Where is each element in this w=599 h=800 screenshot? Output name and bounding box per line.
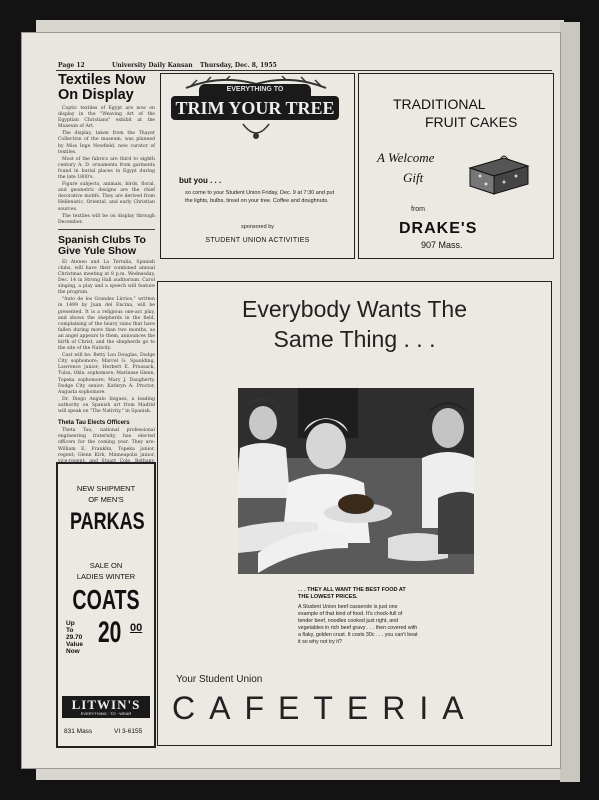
litwins-l1: NEW SHIPMENT: [76, 484, 136, 493]
litwins-parkas: PARKAS: [70, 508, 145, 535]
litwins-ad: [56, 462, 156, 748]
header-rule: [56, 70, 552, 71]
litwins-logo-band: [62, 696, 150, 718]
tree-ad-banner: TRIM YOUR TREE: [171, 96, 339, 120]
paper-name: University Daily Kansan: [112, 62, 193, 69]
drakes-name: DRAKE'S: [399, 220, 478, 237]
litwins-l2: OF MEN'S: [88, 495, 124, 504]
trim-tree-ad: [160, 73, 355, 259]
page-number: Page 12: [58, 62, 85, 69]
litwins-was: 29.70: [66, 634, 83, 641]
tree-ad-sponsored: sponsored by: [240, 224, 275, 230]
litwins-cents: 00: [130, 622, 143, 634]
cafeteria-headline-2: Same Thing . . .: [273, 326, 436, 352]
theta-para: Theta Tau, national professional engineering fraternity, has elected officers for the coming year. They are: William E. Franklin, Topeka junior, regent; Glenn Kirk, Minneapolis junior,: [58, 428, 155, 458]
tree-ad-top-text: EVERYTHING TO: [199, 84, 311, 96]
litwins-now: Now: [66, 648, 80, 655]
drakes-gift: Gift: [403, 170, 424, 185]
drakes-address: 907 Mass.: [421, 240, 463, 250]
textiles-headline: Textiles Now On Display: [58, 72, 146, 103]
spanish-headline: Spanish Clubs To Give Yule Show: [58, 233, 146, 257]
page-edge: [560, 22, 580, 782]
litwins-coats: COATS: [72, 584, 140, 615]
textiles-para: The textiles will be on display through December.: [58, 213, 155, 225]
cafeteria-name: CAFETERIA: [172, 690, 478, 726]
textiles-para: Most of the fabrics are third to eighth century A. D. ornaments from garments found in burial places in Egypt during the late 1800's.: [58, 156, 155, 181]
litwins-name: LITWIN'S: [71, 697, 141, 712]
theta-headline: Theta Tau Elects Officers: [58, 420, 130, 427]
drakes-line1: TRADITIONAL: [393, 96, 486, 112]
drakes-ad: [358, 73, 554, 259]
litwins-phone: VI 3-6155: [114, 728, 143, 735]
ornament-icon: [241, 122, 271, 142]
cafeteria-ad: [157, 281, 552, 746]
left-column: [58, 73, 155, 472]
fruitcake-icon: [464, 148, 534, 198]
textiles-para: Figure subjects, animals, birds, floral, and geometric designs are the chief decorative motifs. They are derived from Hellenistic, Oriental, and early Christian sources.: [58, 182, 155, 212]
spanish-para: "Auto de los Grandes Lirrios," written in 1499 by Juan del Encina, will be presented. It is a religious one-act play, and shows the shepherds in the field, complaining of the heavy rains that have fallen during more than two months, as an angel appears to them, announces the birth of Christ, and the shepherds go to the site of the Nativity.: [58, 297, 155, 352]
cafeteria-caption-body: A Student Union beef casserole is just one example of that kind of food. It's chock-full of tender beef, noodles cooked just right, and vegetables in rich beef gravy . . . then covered with a flaky, golden crust. It costs 30c . . . you can't beat it so why not try it?: [298, 604, 418, 645]
cafeteria-your-su: Your Student Union: [176, 674, 263, 685]
litwins-price: 20: [98, 616, 122, 649]
tree-ad-but-you: but you . . .: [179, 176, 222, 185]
litwins-tag: EVERYTHING · TO · WEAR: [80, 711, 132, 716]
spanish-para: El Ateneo and La Tertulia, Spanish clubs, will have their combined annual Christmas meeting at 8 p.m. Wednesday, Dec. 14 in Strong Hall auditorium. Carol singing, a play and a speech will feature the program.: [58, 259, 155, 296]
litwins-ladies: LADIES WINTER: [76, 572, 136, 581]
litwins-addr: 831 Mass: [64, 728, 93, 735]
cafeteria-photo: [238, 388, 474, 574]
spanish-para: Cast will be: Betty Lou Douglas, Dodge City sophomore; Marcel G. Spaulding, Lawrence junior; Herbert E. Prussack, Tulsa, Okla. sophomore; Marinase Glenn, Topeka sophomore; Mary J. Daugherty, Dodge City senior; Kathryn A. Proctor, Augusta sophomore.: [58, 353, 155, 395]
cafeteria-caption-lead: . . . THEY ALL WANT THE BEST FOOD AT THE LOWEST PRICES.: [298, 587, 406, 600]
litwins-value: Value: [66, 641, 83, 648]
tree-ad-sponsor: STUDENT UNION ACTIVITIES: [205, 237, 310, 244]
litwins-sale: SALE ON: [89, 561, 123, 570]
cafeteria-headline-1: Everybody Wants The: [242, 296, 467, 322]
issue-date: Thursday, Dec. 8, 1955: [200, 62, 277, 69]
spanish-para: Dr. Diego Angulo Iniguez, a leading authority on Spanish art from Madrid will speak on "The Nativity," in Spanish.: [58, 396, 155, 415]
drakes-from: from: [411, 206, 425, 213]
drakes-line2: FRUIT CAKES: [425, 114, 518, 130]
litwins-up: Up: [66, 620, 75, 627]
textiles-para: Coptic textiles of Egypt are now on display in the "Weaving Art of the Egyptian Christians" exhibit at the Museum of Art.: [58, 106, 155, 130]
tree-ad-body: so come to your Student Union Friday, Dec. 9 at 7:30 and put the lights, bulbs, tinsel on your tree. Coffee and doughnuts.: [185, 190, 335, 204]
litwins-to: To: [66, 627, 74, 634]
drakes-welcome: A Welcome: [377, 150, 435, 165]
divider: [58, 229, 155, 230]
textiles-para: The display, taken from the Thayer Collection of the museum, was planned by Miss Inge Newfield, new curator of textiles.: [58, 131, 155, 155]
